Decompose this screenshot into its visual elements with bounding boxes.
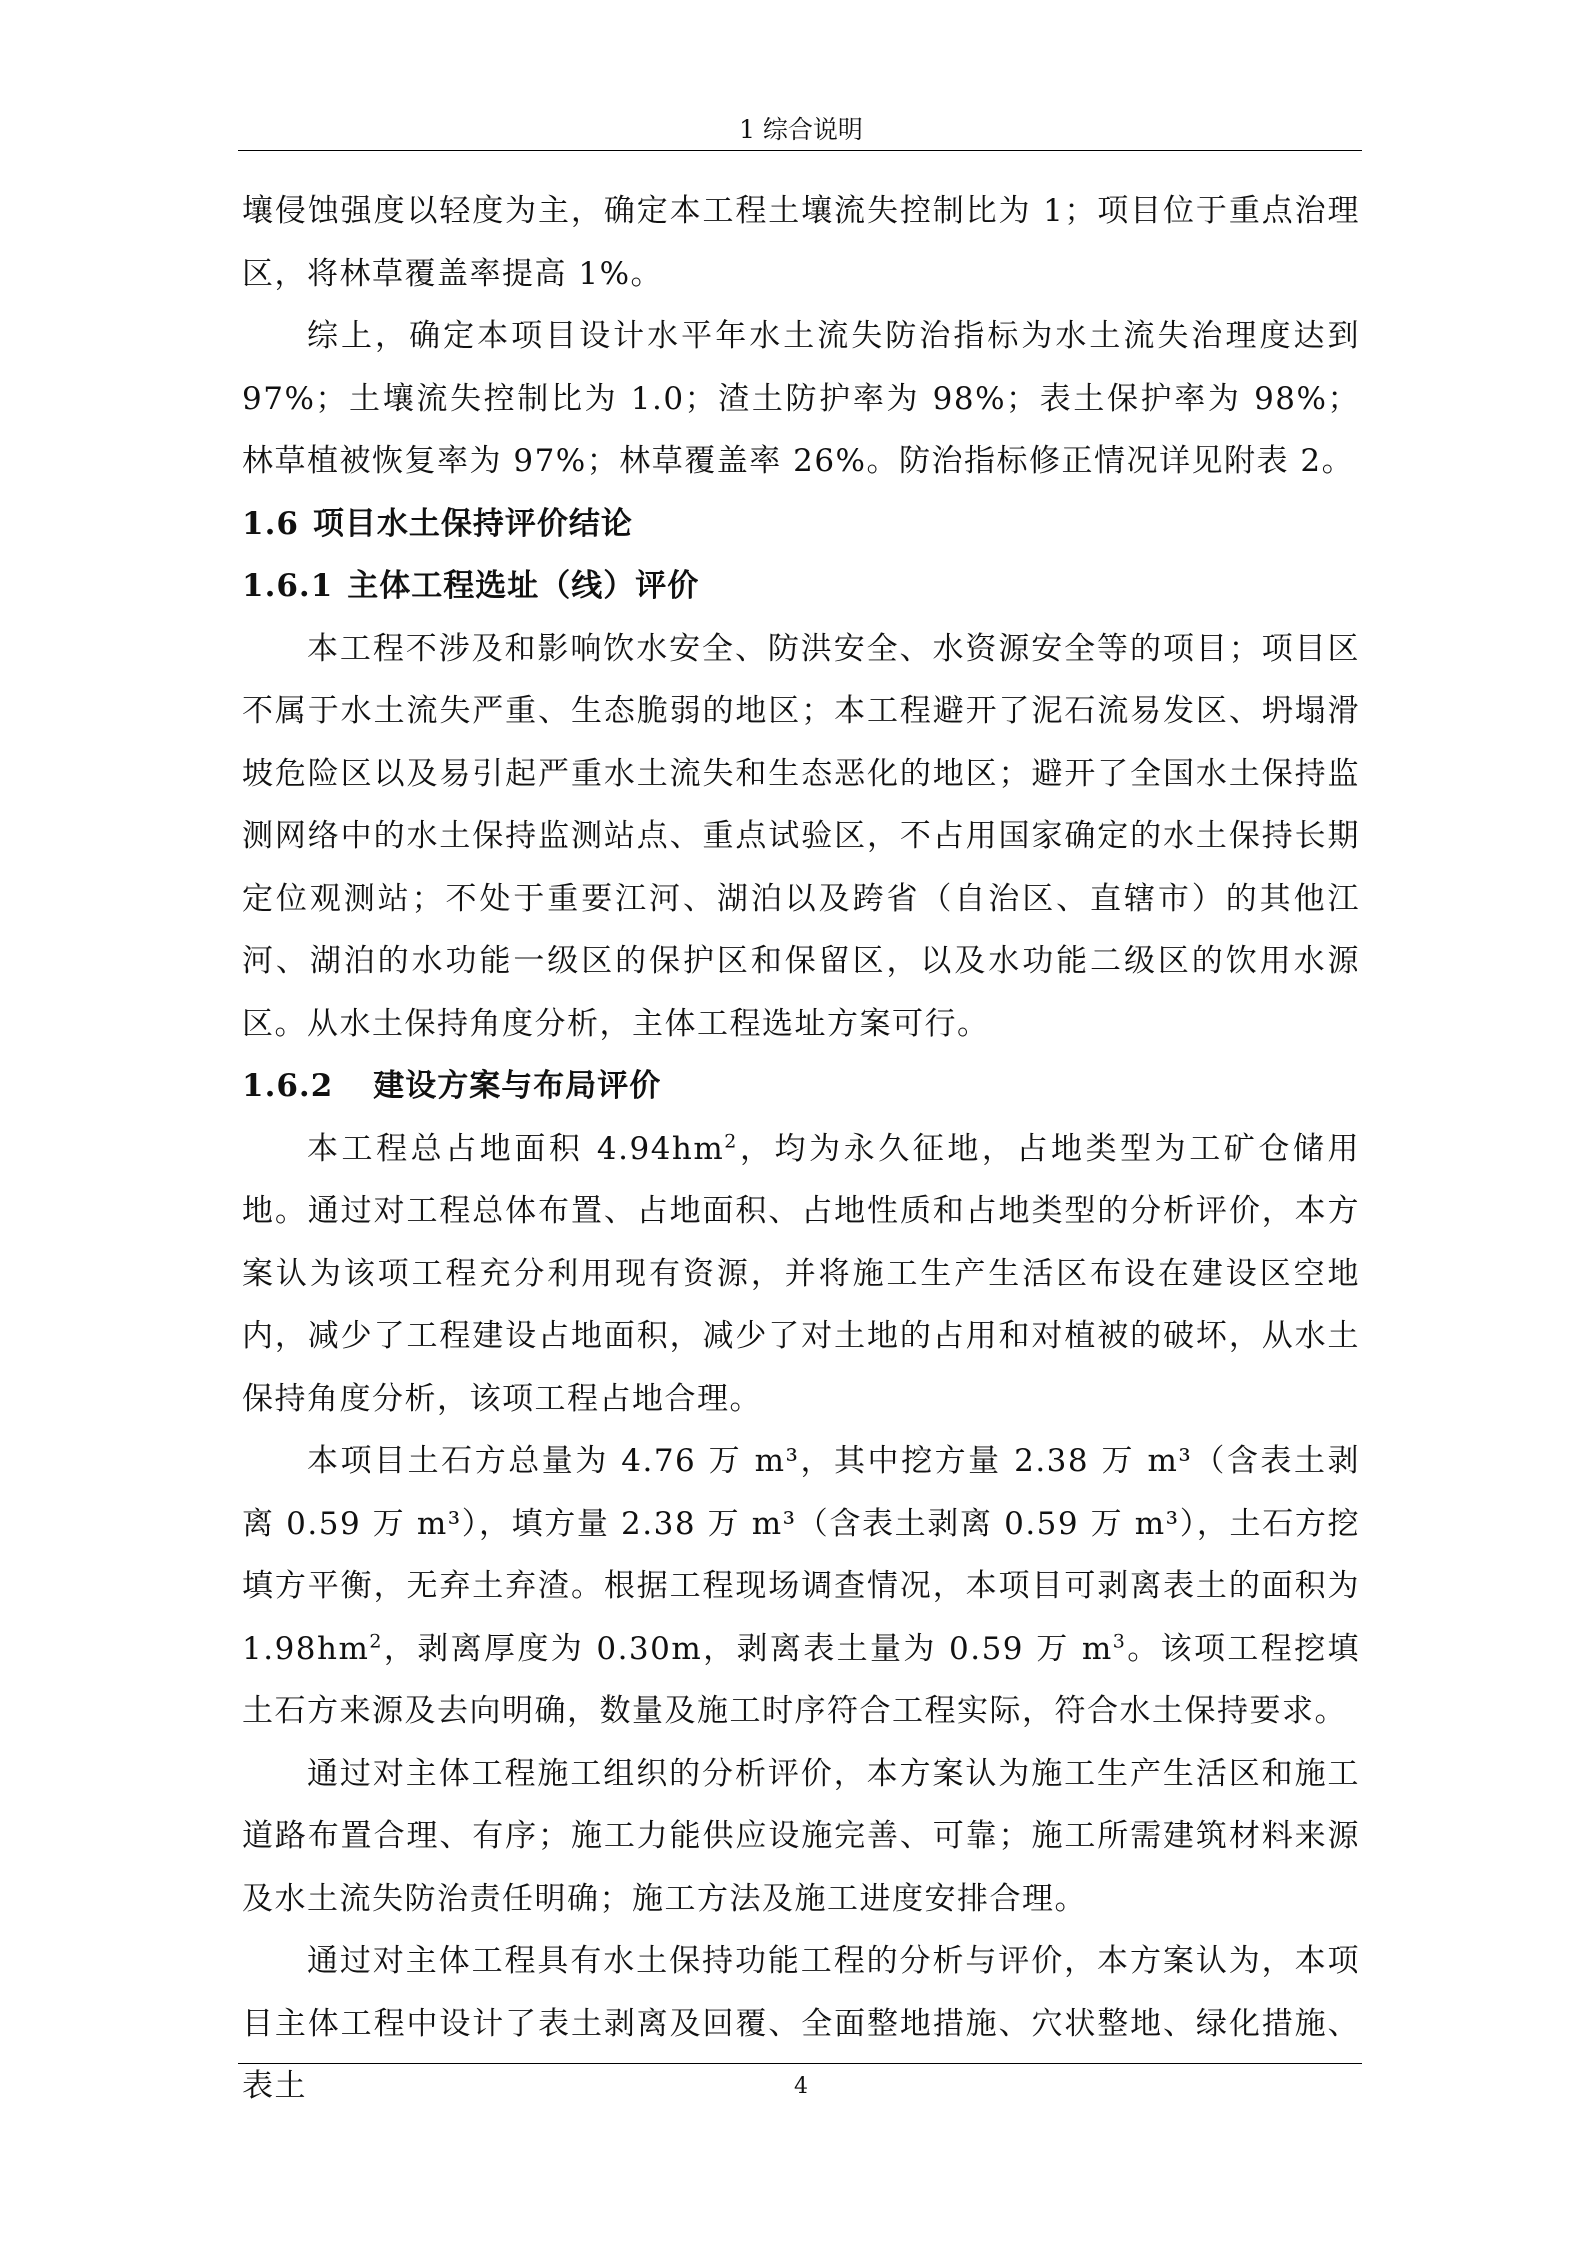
body-text	[242, 180, 1360, 2118]
text-run: 。该项工程挖填土石方来源及去向明确，数量及施工时序符合工程实际，符合水土保持要求。	[242, 1630, 1360, 1729]
text-run: ，剥离厚度为 0.30m，剥离表土量为 0.59 万 m	[382, 1630, 1113, 1667]
header-rule	[238, 150, 1362, 151]
footer-rule	[238, 2063, 1362, 2064]
section-number: 1.6.1	[242, 568, 334, 604]
text-run: 本工程总占地面积 4.94hm	[307, 1130, 725, 1167]
section-title: 主体工程选址（线）评价	[347, 568, 700, 604]
paragraph-soil-erosion-ratio: 壤侵蚀强度以轻度为主，确定本工程土壤流失控制比为 1；项目位于重点治理区，将林草覆盖率提高 1%。	[242, 193, 1360, 292]
section-title: 项目水土保持评价结论	[312, 505, 633, 542]
superscript: 2	[724, 1130, 738, 1153]
paragraph-prevention-targets: 综上，确定本项目设计水平年水土流失防治指标为水土流失治理度达到97%；土壤流失控制比为 1.0；渣土防护率为 98%；表土保护率为 98%；林草植被恢复率为 97%；林草覆盖率 26%。防治指标修正情况详见附表 2。	[242, 318, 1360, 479]
superscript: 3	[1112, 1630, 1127, 1653]
section-heading-1-6-2	[242, 1055, 1360, 1118]
section-heading-1-6	[242, 493, 1360, 556]
section-heading-1-6-1	[242, 555, 1360, 618]
text-run: 本项目土石方总量为 4.76 万 m³，其中挖方量 2.38 万 m³（含表土剥离 0.59 万 m³），填方量 2.38 万 m³（含表土剥离 0.59 万 m³），土石方挖填方平衡，无弃土弃渣。根据工程现场调查情况，本项目可剥离表土的面积为 1.98hm	[242, 1443, 1360, 1667]
superscript: 2	[369, 1630, 383, 1653]
section-number: 1.6	[242, 505, 299, 542]
paragraph-construction-organization: 通过对主体工程施工组织的分析评价，本方案认为施工生产生活区和施工道路布置合理、有序；施工力能供应设施完善、可靠；施工所需建筑材料来源及水土流失防治责任明确；施工方法及施工进度安排合理。	[242, 1755, 1360, 1917]
paragraph-earthwork-balance	[242, 1430, 1360, 1743]
running-header: 1 综合说明	[739, 115, 863, 144]
paragraph-soil-conservation-works: 通过对主体工程具有水土保持功能工程的分析与评价，本方案认为，本项目主体工程中设计了表土剥离及回覆、全面整地措施、穴状整地、绿化措施、表土	[242, 1943, 1360, 2104]
section-title: 建设方案与布局评价	[373, 1068, 662, 1104]
page-number: 4	[794, 2074, 808, 2099]
paragraph-land-occupation	[242, 1118, 1360, 1431]
section-number: 1.6.2	[242, 1068, 334, 1104]
paragraph-site-selection: 本工程不涉及和影响饮水安全、防洪安全、水资源安全等的项目；项目区不属于水土流失严重、生态脆弱的地区；本工程避开了泥石流易发区、坍塌滑坡危险区以及易引起严重水土流失和生态恶化的地区；避开了全国水土保持监测网络中的水土保持监测站点、重点试验区，不占用国家确定的水土保持长期定位观测站；不处于重要江河、湖泊以及跨省（自治区、直辖市）的其他江河、湖泊的水功能一级区的保护区和保留区，以及水功能二级区的饮用水源区。从水土保持角度分析，主体工程选址方案可行。	[242, 630, 1360, 1042]
text-run: ，均为永久征地，占地类型为工矿仓储用地。通过对工程总体布置、占地面积、占地性质和占地类型的分析评价，本方案认为该项工程充分利用现有资源，并将施工生产生活区布设在建设区空地内，减少了工程建设占地面积，减少了对土地的占用和对植被的破坏，从水土保持角度分析，该项工程占地合理。	[242, 1130, 1360, 1417]
